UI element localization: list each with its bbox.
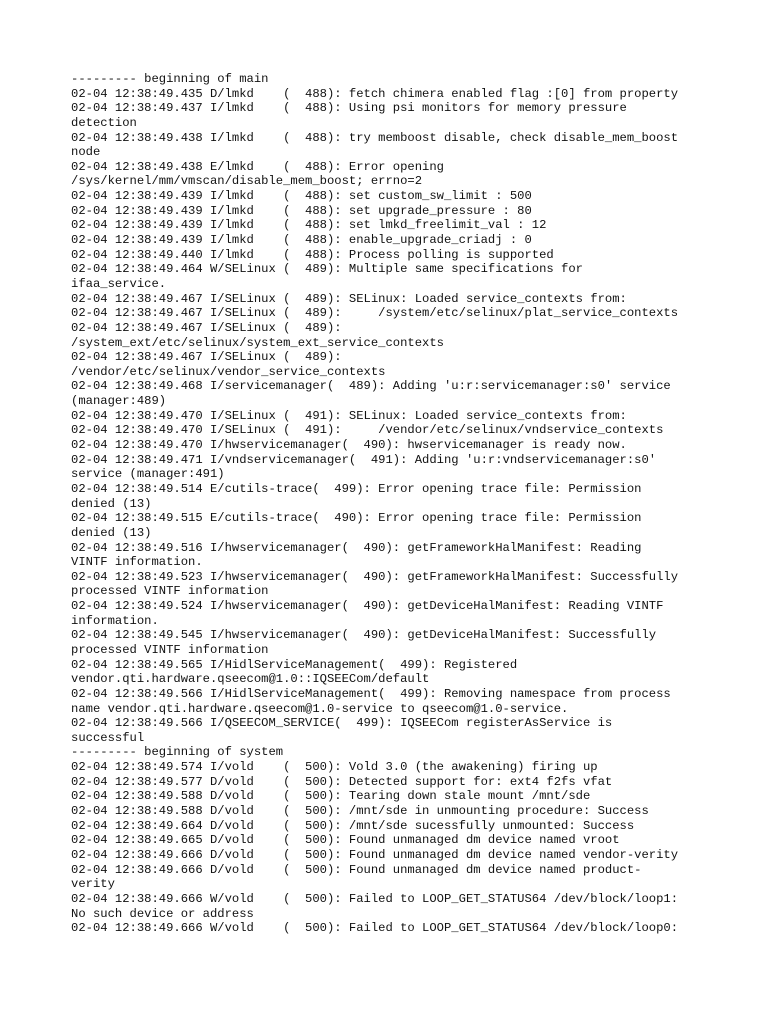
log-line: 02-04 12:38:49.468 I/servicemanager( 489): Adding 'u:r:servicemanager:s0' service — [71, 379, 671, 394]
log-line: 02-04 12:38:49.666 W/vold ( 500): Failed to LOOP_GET_STATUS64 /dev/block/loop0: — [71, 921, 679, 936]
log-line: 02-04 12:38:49.588 D/vold ( 500): Tearing down stale mount /mnt/sde — [71, 789, 591, 804]
log-line: 02-04 12:38:49.565 I/HidlServiceManagement( 499): Registered — [71, 657, 518, 672]
log-line: vendor.qti.hardware.qseecom@1.0::IQSEECom/default — [71, 672, 430, 687]
log-line: 02-04 12:38:49.666 D/vold ( 500): Found unmanaged dm device named vendor-verity — [71, 847, 679, 862]
log-line: --------- beginning of main — [71, 72, 269, 86]
log-line: 02-04 12:38:49.470 I/SELinux ( 491): SELinux: Loaded service_contexts from: — [71, 408, 627, 423]
log-line: detection — [71, 115, 137, 130]
log-line: 02-04 12:38:49.440 I/lmkd ( 488): Process polling is supported — [71, 247, 554, 262]
log-line: 02-04 12:38:49.664 D/vold ( 500): /mnt/sde sucessfully unmounted: Success — [71, 818, 635, 833]
log-line: denied (13) — [71, 496, 152, 511]
log-line: 02-04 12:38:49.467 I/SELinux ( 489): — [71, 320, 342, 335]
log-line: 02-04 12:38:49.574 I/vold ( 500): Vold 3.0 (the awakening) firing up — [71, 760, 598, 775]
log-line: /sys/kernel/mm/vmscan/disable_mem_boost; errno=2 — [71, 174, 423, 189]
log-line: 02-04 12:38:49.470 I/SELinux ( 491): /vendor/etc/selinux/vndservice_contexts — [71, 423, 664, 438]
log-line: 02-04 12:38:49.467 I/SELinux ( 489): /system/etc/selinux/plat_service_contexts — [71, 306, 679, 321]
log-line: service (manager:491) — [71, 467, 225, 482]
log-line: successful — [71, 730, 145, 745]
log-line: 02-04 12:38:49.566 I/QSEECOM_SERVICE( 499): IQSEECom registerAsService is — [71, 716, 613, 731]
log-line: VINTF information. — [71, 555, 203, 570]
log-line: processed VINTF information — [71, 584, 269, 599]
log-line: 02-04 12:38:49.524 I/hwservicemanager( 490): getDeviceHalManifest: Reading VINTF — [71, 599, 664, 614]
log-line: 02-04 12:38:49.471 I/vndservicemanager( 491): Adding 'u:r:vndservicemanager:s0' — [71, 452, 657, 467]
log-line: 02-04 12:38:49.665 D/vold ( 500): Found unmanaged dm device named vroot — [71, 833, 620, 848]
log-line: 02-04 12:38:49.515 E/cutils-trace( 490): Error opening trace file: Permission — [71, 511, 642, 526]
log-line: 02-04 12:38:49.435 D/lmkd ( 488): fetch chimera enabled flag :[0] from property — [71, 86, 679, 101]
log-line: 02-04 12:38:49.467 I/SELinux ( 489): — [71, 350, 342, 365]
log-line: node — [71, 145, 101, 160]
log-line: (manager:489) — [71, 394, 167, 409]
log-line: information. — [71, 613, 159, 628]
log-line: verity — [71, 877, 115, 892]
log-line: 02-04 12:38:49.438 I/lmkd ( 488): try memboost disable, check disable_mem_boost — [71, 130, 679, 145]
log-line: processed VINTF information — [71, 642, 269, 657]
log-line: 02-04 12:38:49.470 I/hwservicemanager( 490): hwservicemanager is ready now. — [71, 438, 627, 453]
log-line: 02-04 12:38:49.588 D/vold ( 500): /mnt/sde in unmounting procedure: Success — [71, 804, 649, 819]
log-line: /vendor/etc/selinux/vendor_service_contexts — [71, 364, 386, 379]
log-line: 02-04 12:38:49.514 E/cutils-trace( 499): Error opening trace file: Permission — [71, 481, 642, 496]
log-line: 02-04 12:38:49.666 D/vold ( 500): Found unmanaged dm device named product- — [71, 862, 642, 877]
log-line: denied (13) — [71, 525, 152, 540]
log-line: 02-04 12:38:49.566 I/HidlServiceManagement( 499): Removing namespace from process — [71, 686, 671, 701]
log-line: 02-04 12:38:49.464 W/SELinux ( 489): Multiple same specifications for — [71, 262, 583, 277]
log-line: 02-04 12:38:49.545 I/hwservicemanager( 490): getDeviceHalManifest: Successfully — [71, 628, 657, 643]
log-line: 02-04 12:38:49.467 I/SELinux ( 489): SELinux: Loaded service_contexts from: — [71, 291, 627, 306]
log-line: 02-04 12:38:49.666 W/vold ( 500): Failed to LOOP_GET_STATUS64 /dev/block/loop1: — [71, 891, 679, 906]
log-line: 02-04 12:38:49.577 D/vold ( 500): Detected support for: ext4 f2fs vfat — [71, 774, 613, 789]
logcat-output — [71, 72, 711, 936]
log-line: /system_ext/etc/selinux/system_ext_service_contexts — [71, 335, 444, 350]
log-line: 02-04 12:38:49.439 I/lmkd ( 488): set lmkd_freelimit_val : 12 — [71, 218, 547, 233]
log-line: 02-04 12:38:49.439 I/lmkd ( 488): enable_upgrade_criadj : 0 — [71, 233, 532, 248]
log-line: name vendor.qti.hardware.qseecom@1.0-service to qseecom@1.0-service. — [71, 701, 569, 716]
log-line: 02-04 12:38:49.516 I/hwservicemanager( 490): getFrameworkHalManifest: Reading — [71, 540, 642, 555]
log-line: 02-04 12:38:49.437 I/lmkd ( 488): Using psi monitors for memory pressure — [71, 101, 627, 116]
log-line: ifaa_service. — [71, 276, 167, 291]
log-line: --------- beginning of system — [71, 745, 284, 760]
log-line: 02-04 12:38:49.439 I/lmkd ( 488): set upgrade_pressure : 80 — [71, 203, 532, 218]
log-line: No such device or address — [71, 906, 254, 921]
log-line: 02-04 12:38:49.523 I/hwservicemanager( 490): getFrameworkHalManifest: Successfully — [71, 569, 679, 584]
log-line: 02-04 12:38:49.439 I/lmkd ( 488): set custom_sw_limit : 500 — [71, 189, 532, 204]
log-line: 02-04 12:38:49.438 E/lmkd ( 488): Error opening — [71, 159, 444, 174]
